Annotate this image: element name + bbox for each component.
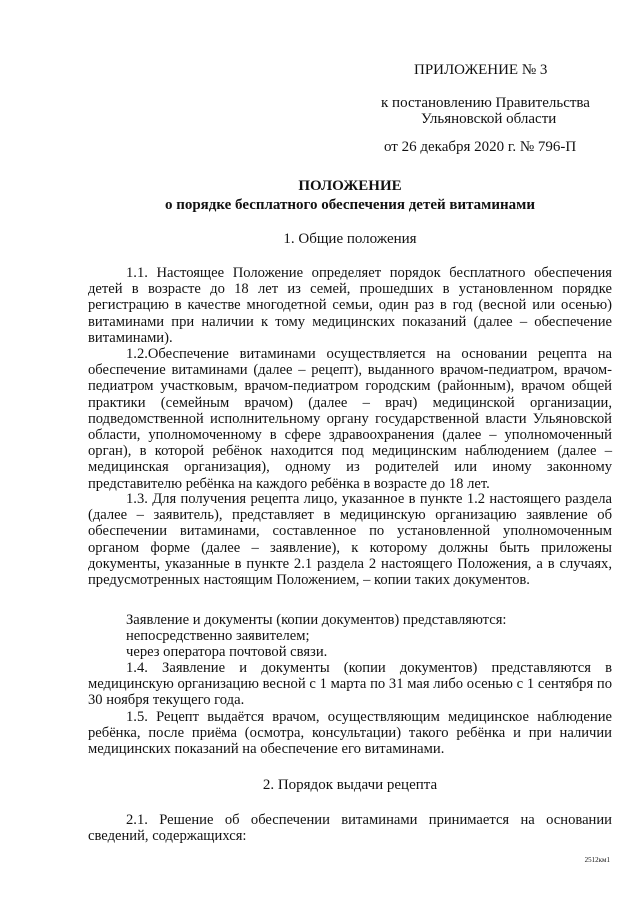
paragraph-1-1: 1.1. Настоящее Положение определяет порядок бесплатного обеспечения детей в возрасте до 18 лет из семей, прошедших в установленном порядке регистрацию в качестве многодетной семьи, один раз в год (весной или осенью) витаминами при наличии к тому медицинских показаний (далее – обеспечение витаминами). [88, 265, 612, 346]
paragraph-1-3-directly: непосредственно заявителем; [126, 628, 310, 644]
paragraph-1-5: 1.5. Рецепт выдаётся врачом, осуществляющим медицинское наблюдение ребёнка, после приёма (осмотра, консультации) такого ребёнка и при наличии медицинских показаний на обеспечение его витаминами. [88, 709, 612, 758]
paragraph-1-3-submission: Заявление и документы (копии документов) представляются: [126, 612, 507, 628]
paragraph-1-2: 1.2.Обеспечение витаминами осуществляется на основании рецепта на обеспечение витаминами (далее – рецепт), выданного врачом-педиатром, врачом-педиатром участковым, врачом-педиатром городским (районным), врачом общей практики (семейным врачом) (далее – врач) медицинской организации, подведомственной исполнительному органу государственной власти Ульяновской области, уполномоченному в сфере здравоохранения (далее – уполномоченный орган), в которой ребёнок находится под медицинским наблюдением (далее – медицинская организация), одному из родителей или иному законному представителю ребёнка на каждого ребёнка в возрасте до 18 лет. [88, 346, 612, 492]
resolution-reference: к постановлению Правительства [381, 95, 590, 111]
document-title-block [30, 177, 640, 215]
paragraph-2-1: 2.1. Решение об обеспечении витаминами принимается на основании сведений, содержащихся: [88, 812, 612, 845]
document-title: ПОЛОЖЕНИЕ [298, 178, 402, 194]
appendix-number: ПРИЛОЖЕНИЕ № 3 [414, 62, 548, 78]
paragraph-1-3: 1.3. Для получения рецепта лицо, указанное в пункте 1.2 настоящего раздела (далее – заявитель), представляет в медицинскую организацию заявление об обеспечении витаминами, составленное по установленной уполномоченным органом форме (далее – заявление), к которому должны быть приложены документы, указанные в пункте 2.1 раздела 2 настоящего Положения, а в случаях, предусмотренных настоящим Положением, – копии таких документов. [88, 491, 612, 589]
paragraph-1-3-by-post: через оператора почтовой связи. [126, 644, 328, 660]
footer-code: 2512км1 [584, 856, 610, 864]
section-2-heading: 2. Порядок выдачи рецепта [262, 777, 438, 793]
region-name: Ульяновской области [421, 111, 557, 127]
document-subtitle: о порядке бесплатного обеспечения детей витаминами [164, 197, 536, 213]
section-1-heading: 1. Общие положения [283, 231, 417, 247]
paragraph-1-4: 1.4. Заявление и документы (копии документов) представляются в медицинскую организацию весной с 1 марта по 31 мая либо осенью с 1 сентября по 30 ноября текущего года. [88, 660, 612, 709]
resolution-date-number: от 26 декабря 2020 г. № 796-П [384, 139, 577, 155]
